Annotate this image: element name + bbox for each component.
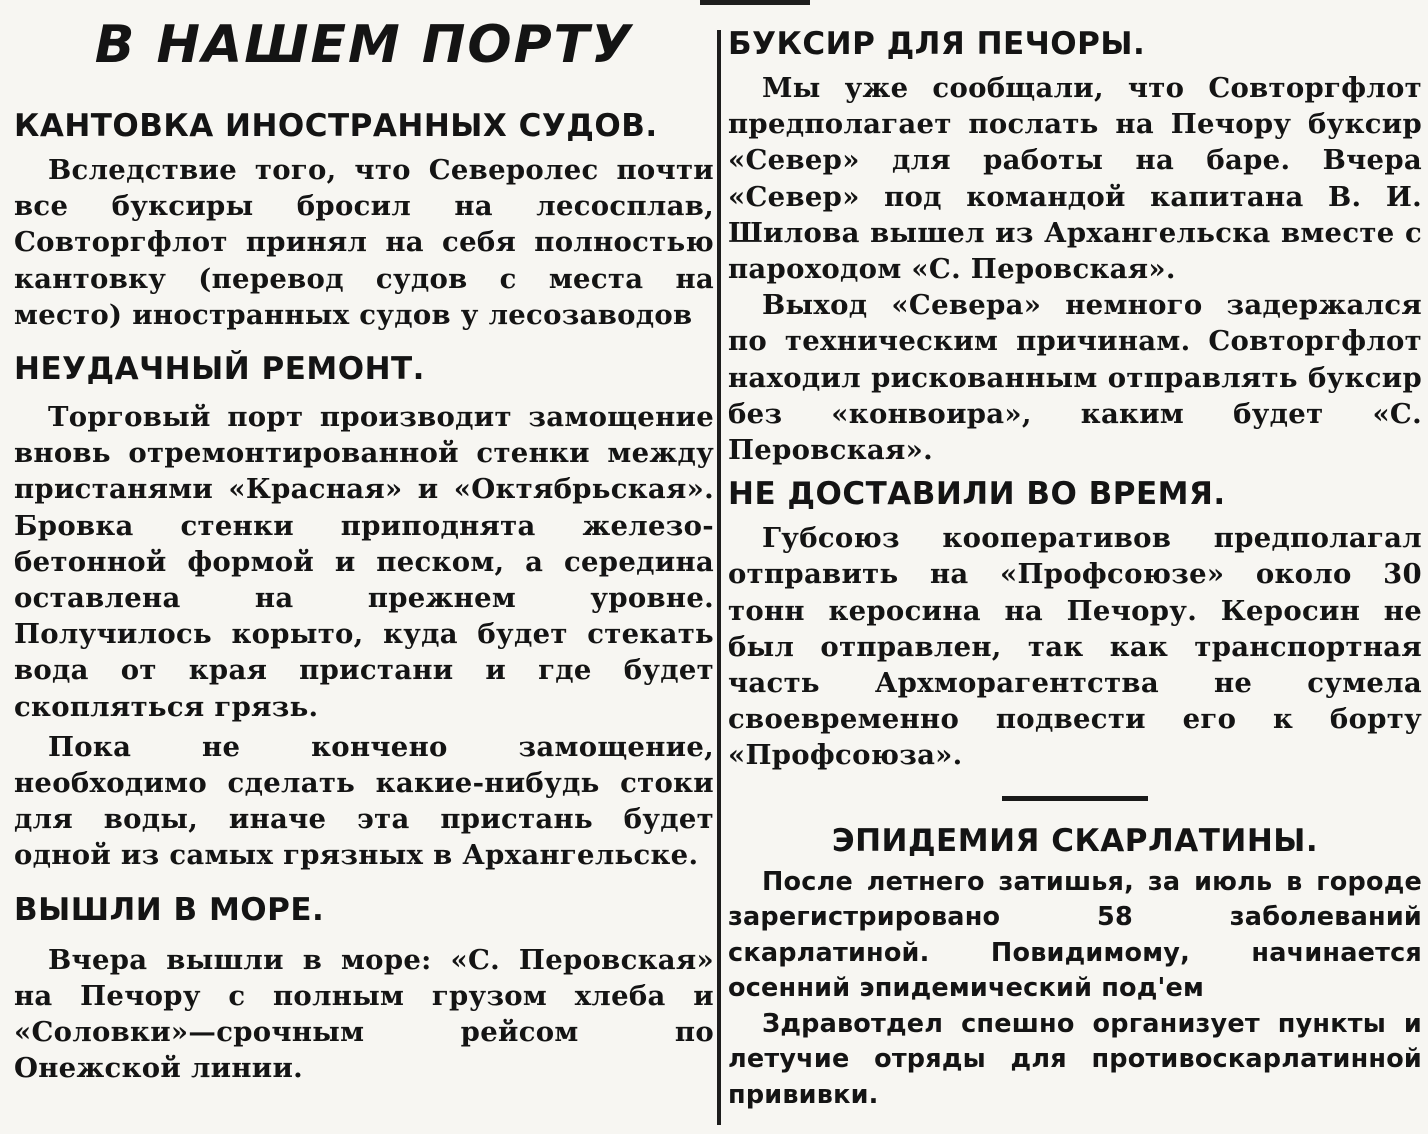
article-paragraph: Вследствие того, что Северолес почти все буксиры бросил на лесосплав, Совторгфлот принял на себя полностью кантовку (перевод судов с места на место) иностранных судов у лесозаводов xyxy=(14,154,714,331)
article-paragraph: Пока не кончено замощение, необходимо сделать какие-нибудь стоки для воды, иначе эта пристань будет одной из самых грязных в Архангельске. xyxy=(14,730,714,872)
section-rule xyxy=(1002,796,1148,801)
column-divider xyxy=(717,30,721,1125)
article-paragraph: Торговый порт производит замощение вновь отремонтированной стенки между пристанями «Красная» и «Октябрьская». Бровка стенки приподнята железо-бетонной формой и песком, а середина оставлена на прежнем уровне. Получилось корыто, куда будет стекать вода от края пристани и где будет скопляться грязь. xyxy=(14,401,714,723)
page-title: В НАШЕМ ПОРТУ xyxy=(94,15,634,75)
article-paragraph: Мы уже сообщали, что Совторгфлот предполагает послать на Печору буксир «Север» для работы на баре. Вчера «Север» под командой капитана В. И. Шилова вышел из Архангельска вместе с пароходом «С. Перовская». xyxy=(728,72,1422,286)
right-column xyxy=(728,0,1422,1113)
article-heading: НЕ ДОСТАВИЛИ ВО ВРЕМЯ. xyxy=(728,476,1226,513)
article-heading: ЭПИДЕМИЯ СКАРЛАТИНЫ. xyxy=(831,822,1319,859)
article-heading: КАНТОВКА ИНОСТРАННЫХ СУДОВ. xyxy=(14,108,658,144)
article-vyshli xyxy=(14,890,714,1087)
article-epidemiya xyxy=(728,821,1422,1114)
left-column xyxy=(14,0,714,1086)
article-heading: ВЫШЛИ В МОРЕ. xyxy=(14,891,325,928)
article-remont xyxy=(14,349,714,874)
article-heading: НЕУДАЧНЫЙ РЕМОНТ. xyxy=(14,351,425,388)
article-heading: БУКСИР ДЛЯ ПЕЧОРЫ. xyxy=(728,26,1146,62)
article-paragraph: Здравотдел спешно организует пункты и летучие отряды для противоскарлатинной прививки. xyxy=(728,1008,1422,1110)
article-paragraph: После летнего затишья, за июль в городе зарегистрировано 58 заболеваний скарлатиной. Повидимому, начинается осенний эпидемический под'ем xyxy=(728,866,1422,1004)
article-paragraph: Вчера вышли в море: «С. Перовская» на Печору с полным грузом хлеба и «Соловки»—срочным рейсом по Онежской линии. xyxy=(14,943,714,1085)
article-paragraph: Губсоюз кооперативов предполагал отправить на «Профсоюзе» около 30 тонн керосина на Печору. Керосин не был отправлен, так как транспортная часть Архморагентства не сумела своевременно подвести его к борту «Профсоюза». xyxy=(728,522,1422,772)
article-paragraph: Выход «Севера» немного задержался по техническим причинам. Совторгфлот находил рискованным отправлять буксир без «конвоира», каким будет «С. Перовская». xyxy=(728,289,1422,467)
article-buksir xyxy=(728,24,1422,468)
article-kantovka xyxy=(14,106,714,333)
article-ne-dostavili xyxy=(728,474,1422,773)
